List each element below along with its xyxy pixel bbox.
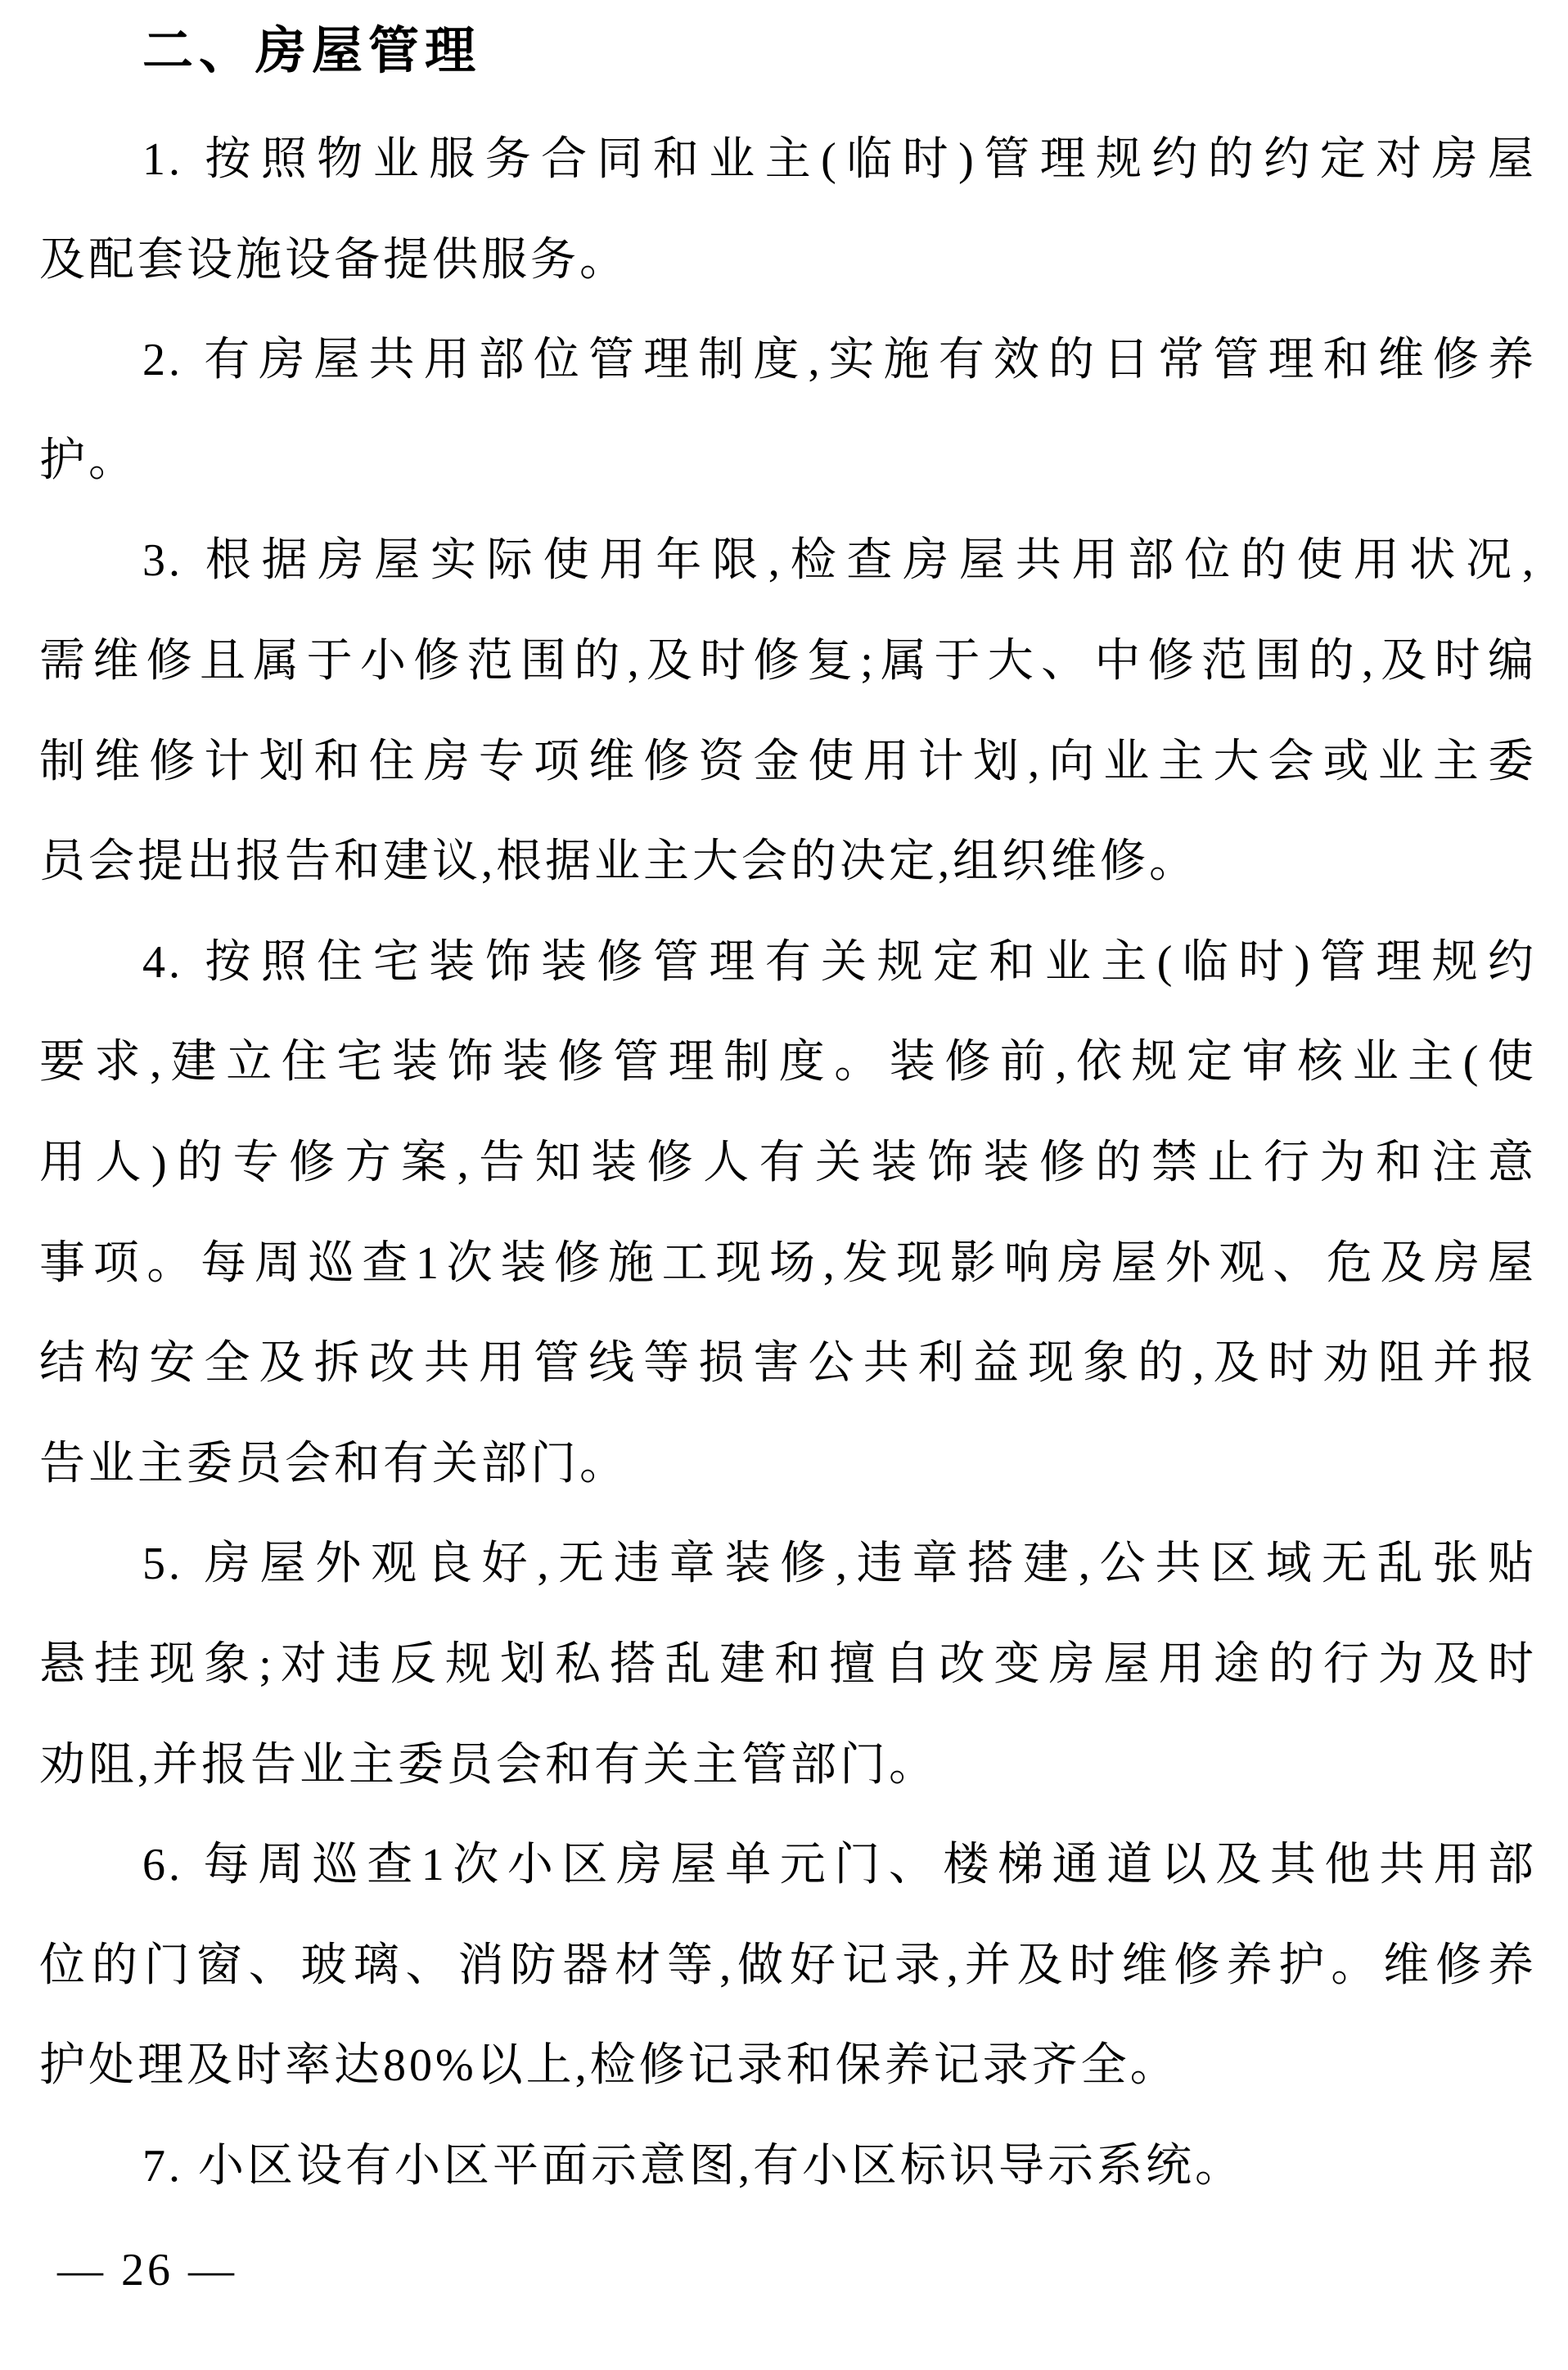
text-line: 护处理及时率达80%以上,检修记录和保养记录齐全。 xyxy=(39,2040,1179,2092)
text-line: 位的门窗、玻璃、消防器材等,做好记录,并及时维修养护。维修养 xyxy=(39,1940,1537,1991)
text-line: 及配套设施设备提供服务。 xyxy=(39,234,629,286)
text-line: 4. 按照住宅装饰装修管理有关规定和业主(临时)管理规约 xyxy=(142,936,1537,988)
text-line: 5. 房屋外观良好,无违章装修,违章搭建,公共区域无乱张贴 xyxy=(142,1539,1537,1590)
text-line: 7. 小区设有小区平面示意图,有小区标识导示系统。 xyxy=(142,2140,1244,2192)
document-body xyxy=(39,110,1537,2216)
text-line: 需维修且属于小修范围的,及时修复;属于大、中修范围的,及时编 xyxy=(39,635,1537,687)
text-line: 劝阻,并报告业主委员会和有关主管部门。 xyxy=(39,1739,938,1791)
text-line: 1. 按照物业服务合同和业主(临时)管理规约的约定对房屋 xyxy=(142,134,1537,185)
text-line: 2. 有房屋共用部位管理制度,实施有效的日常管理和维修养 xyxy=(142,335,1537,386)
text-line: 事项。每周巡查1次装修施工现场,发现影响房屋外观、危及房屋 xyxy=(39,1237,1537,1289)
text-line: 要求,建立住宅装饰装修管理制度。装修前,依规定审核业主(使 xyxy=(39,1037,1537,1088)
text-line: 员会提出报告和建议,根据业主大会的决定,组织维修。 xyxy=(39,836,1198,888)
text-line: 护。 xyxy=(39,435,137,486)
text-line: 用人)的专修方案,告知装修人有关装饰装修的禁止行为和注意 xyxy=(39,1137,1537,1188)
text-line: 3. 根据房屋实际使用年限,检查房屋共用部位的使用状况, xyxy=(142,535,1537,587)
text-line: 告业主委员会和有关部门。 xyxy=(39,1438,629,1489)
text-line: 悬挂现象;对违反规划私搭乱建和擅自改变房屋用途的行为及时 xyxy=(39,1638,1537,1690)
text-line: 结构安全及拆改共用管线等损害公共利益现象的,及时劝阻并报 xyxy=(39,1338,1537,1390)
section-heading: 二、房屋管理 xyxy=(142,23,482,79)
page-number: — 26 — xyxy=(57,2245,237,2296)
text-line: 6. 每周巡查1次小区房屋单元门、楼梯通道以及其他共用部 xyxy=(142,1840,1537,1891)
text-line: 制维修计划和住房专项维修资金使用计划,向业主大会或业主委 xyxy=(39,736,1537,787)
